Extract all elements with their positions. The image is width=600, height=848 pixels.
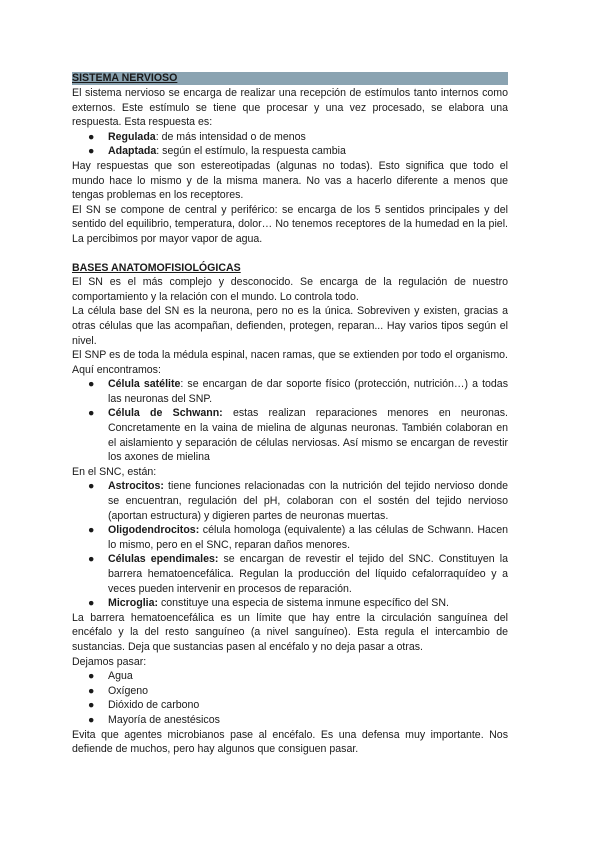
definition: estas realizan reparaciones menores en neuronas. Concretamente en la vaina de mielina de algunas neuronas. También colaboran en el aislamiento y separación de células nerviosas. Así mismo se encargan de revestir los axones de mielina [108,407,508,464]
section-title-bases-anatomofisiologicas: BASES ANATOMOFISIOLÓGICAS [72,261,241,274]
response-types-list [72,130,508,159]
item-text: Mayoría de anestésicos [108,713,220,726]
item-text: Oxígeno [108,684,149,697]
paragraph: Hay respuestas que son estereotipadas (algunas no todas). Esto significa que todo el mundo hace lo mismo y de la misma manera. No vas a hacerlo diferente a menos que tengas problemas en los receptores. [72,159,508,202]
document-body [72,72,508,757]
spacer [72,247,508,261]
list-item [72,523,508,552]
paragraph: Dejamos pasar: [72,655,147,668]
paragraph: El SNP es de toda la médula espinal, nacen ramas, que se extienden por todo el organismo. Aquí encontramos: [72,349,508,376]
snc-cells-list [72,479,508,610]
list-item [72,377,508,406]
list-item [72,552,508,596]
bullet-icon: ● [88,524,95,537]
definition: constituye una especia de sistema inmune específico del SN. [158,597,449,610]
definition: : de más intensidad o de menos [155,130,306,143]
list-item [72,669,508,684]
item-text: Agua [108,670,133,683]
list-item [72,130,508,145]
term: Oligodendrocitos: [108,524,200,537]
paragraph: El sistema nervioso se encarga de realizar una recepción de estímulos tanto internos como externos. Este estímulo se tiene que procesar y una vez procesado, se elabora una respuesta. Esta respuesta es: [72,87,508,129]
definition: tiene funciones relacionadas con la nutrición del tejido nervioso donde se encuentran, regulación del pH, colaboran con el sostén del tejido nervioso (aportan estructura) y digieren partes de neuronas muertas. [108,480,508,522]
snp-cells-list [72,377,508,465]
paragraph: El SN se compone de central y periférico: se encarga de los 5 sentidos principales y del sentido del equilibrio, temperatura, dolor… No tenemos receptores de la humedad en la piel. La percibimos por mayor vapor de agua. [72,203,508,245]
term: Célula satélite [108,378,181,391]
term: Células ependimales: [108,553,219,566]
pass-substances-list [72,669,508,727]
list-item [72,698,508,713]
paragraph: El SN es el más complejo y desconocido. Se encarga de la regulación de nuestro comportamiento y la relación con el mundo. Lo controla todo. [72,276,508,303]
term: Microglia: [108,597,159,610]
bullet-icon: ● [88,378,95,391]
bullet-icon: ● [88,713,95,726]
bullet-icon: ● [88,480,95,493]
bullet-icon: ● [88,130,95,143]
item-text: Dióxido de carbono [108,699,200,712]
definition: se encargan de revestir el tejido del SNC. Constituyen la barrera hematoencefálica. Regulan la producción del líquido cefalorraquídeo y a veces pueden intervenir en procesos de reparación. [108,553,508,595]
bullet-icon: ● [88,670,95,683]
definition: : se encargan de dar soporte físico (protección, nutrición…) a todas las neuronas del SNP. [108,378,508,405]
bullet-icon: ● [88,684,95,697]
paragraph: La barrera hematoencefálica es un límite que hay entre la circulación sanguínea del encéfalo y la del resto sanguíneo (a nivel sanguíneo). Esta regula el intercambio de sustancias. Deja que sustancias pasen al encéfalo y no deja pasar a otras. [72,611,508,653]
list-item [72,144,508,159]
term: Astrocitos: [108,480,164,493]
list-item [72,713,508,728]
list-item [72,479,508,523]
bullet-icon: ● [88,553,95,566]
list-item [72,406,508,464]
definition: : según el estímulo, la respuesta cambia [156,145,346,158]
list-item [72,684,508,699]
term: Regulada [108,130,156,143]
term: Adaptada [108,145,157,158]
bullet-icon: ● [88,597,95,610]
term: Célula de Schwann: [108,407,223,420]
bullet-icon: ● [88,145,95,158]
section-title-sistema-nervioso: SISTEMA NERVIOSO [72,72,508,85]
definition: célula homologa (equivalente) a las células de Schwann. Hacen lo mismo, pero en el SNC, reparan daños menores. [108,524,508,551]
list-item [72,596,508,611]
paragraph: Evita que agentes microbianos pase al encéfalo. Es una defensa muy importante. Nos defiende de muchos, pero hay algunos que consiguen pasar. [72,728,508,756]
bullet-icon: ● [88,407,95,420]
paragraph: La célula base del SN es la neurona, pero no es la única. Sobreviven y existen, gracias a otras células que las acompañan, defienden, protegen, reparan... Hay varios tipos según el nivel. [72,305,508,347]
bullet-icon: ● [88,699,95,712]
paragraph: En el SNC, están: [72,465,157,478]
